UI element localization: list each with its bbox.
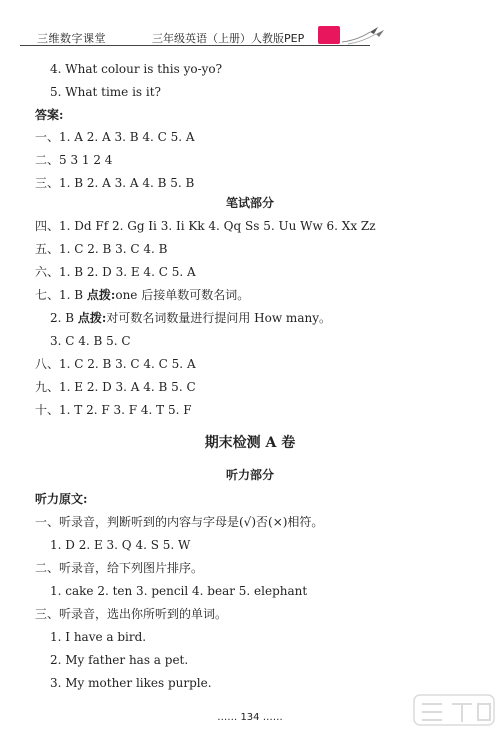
- answer-line-with-hint: [50, 311, 331, 325]
- text-line: 2. My father has a pet.: [50, 653, 189, 667]
- answer-line: 一、1. A 2. A 3. B 4. C 5. A: [35, 130, 195, 144]
- answer-line: 五、1. C 2. B 3. C 4. B: [35, 242, 168, 256]
- header-series-title: 三维数字课堂: [37, 32, 106, 45]
- answer-line: 四、1. Dd Ff 2. Gg Ii 3. Ii Kk 4. Qq Ss 5. Uu Ww 6. Xx Zz: [35, 219, 376, 233]
- hint-label: 点拨:: [77, 311, 107, 325]
- answers-heading: 答案:: [35, 108, 64, 122]
- answer-prefix: 2. B: [50, 311, 78, 325]
- answer-line: 六、1. B 2. D 3. E 4. C 5. A: [35, 265, 196, 279]
- answer-line: 十、1. T 2. F 3. F 4. T 5. F: [35, 403, 192, 417]
- exam-title: 期末检测 A 卷: [204, 435, 296, 451]
- text-line: 1. cake 2. ten 3. pencil 4. bear 5. elephant: [50, 584, 308, 598]
- question-instruction: 二、听录音，给下列图片排序。: [35, 561, 204, 575]
- answer-line: 九、1. E 2. D 3. A 4. B 5. C: [35, 380, 196, 394]
- header-decoration-icon: [318, 22, 388, 48]
- section-heading-written: 笔试部分: [225, 196, 274, 210]
- answer-line: 八、1. C 2. B 3. C 4. C 5. A: [35, 357, 196, 371]
- answer-line-with-hint: [35, 288, 249, 302]
- text-line: 4. What colour is this yo-yo?: [50, 62, 223, 76]
- question-instruction: 一、听录音，判断听到的内容与字母是(√)否(×)相符。: [35, 515, 324, 529]
- page-header: [0, 0, 500, 44]
- text-line: 1. D 2. E 3. Q 4. S 5. W: [50, 538, 191, 552]
- answer-line: 3. C 4. B 5. C: [50, 334, 131, 348]
- answer-line: 三、1. B 2. A 3. A 4. B 5. B: [35, 176, 195, 190]
- section-heading-listening: 听力部分: [225, 468, 274, 482]
- hint-text: one 后接单数可数名词。: [115, 288, 250, 302]
- hint-label: 点拨:: [86, 288, 116, 302]
- header-book-title: 三年级英语（上册）人教版PEP: [152, 32, 305, 45]
- page-number: …… 134 ……: [217, 712, 283, 723]
- answer-line: 二、5 3 1 2 4: [35, 153, 113, 167]
- hint-text: 对可数名词数量进行提问用 How many。: [106, 311, 331, 325]
- question-instruction: 三、听录音，选出你所听到的单词。: [35, 607, 228, 621]
- text-line: 5. What time is it?: [50, 85, 161, 99]
- watermark-logo-icon: [412, 692, 496, 728]
- text-line: 1. I have a bird.: [50, 630, 147, 644]
- text-line: 3. My mother likes purple.: [50, 676, 212, 690]
- listening-script-heading: 听力原文:: [35, 492, 88, 506]
- answer-prefix: 七、1. B: [35, 288, 87, 302]
